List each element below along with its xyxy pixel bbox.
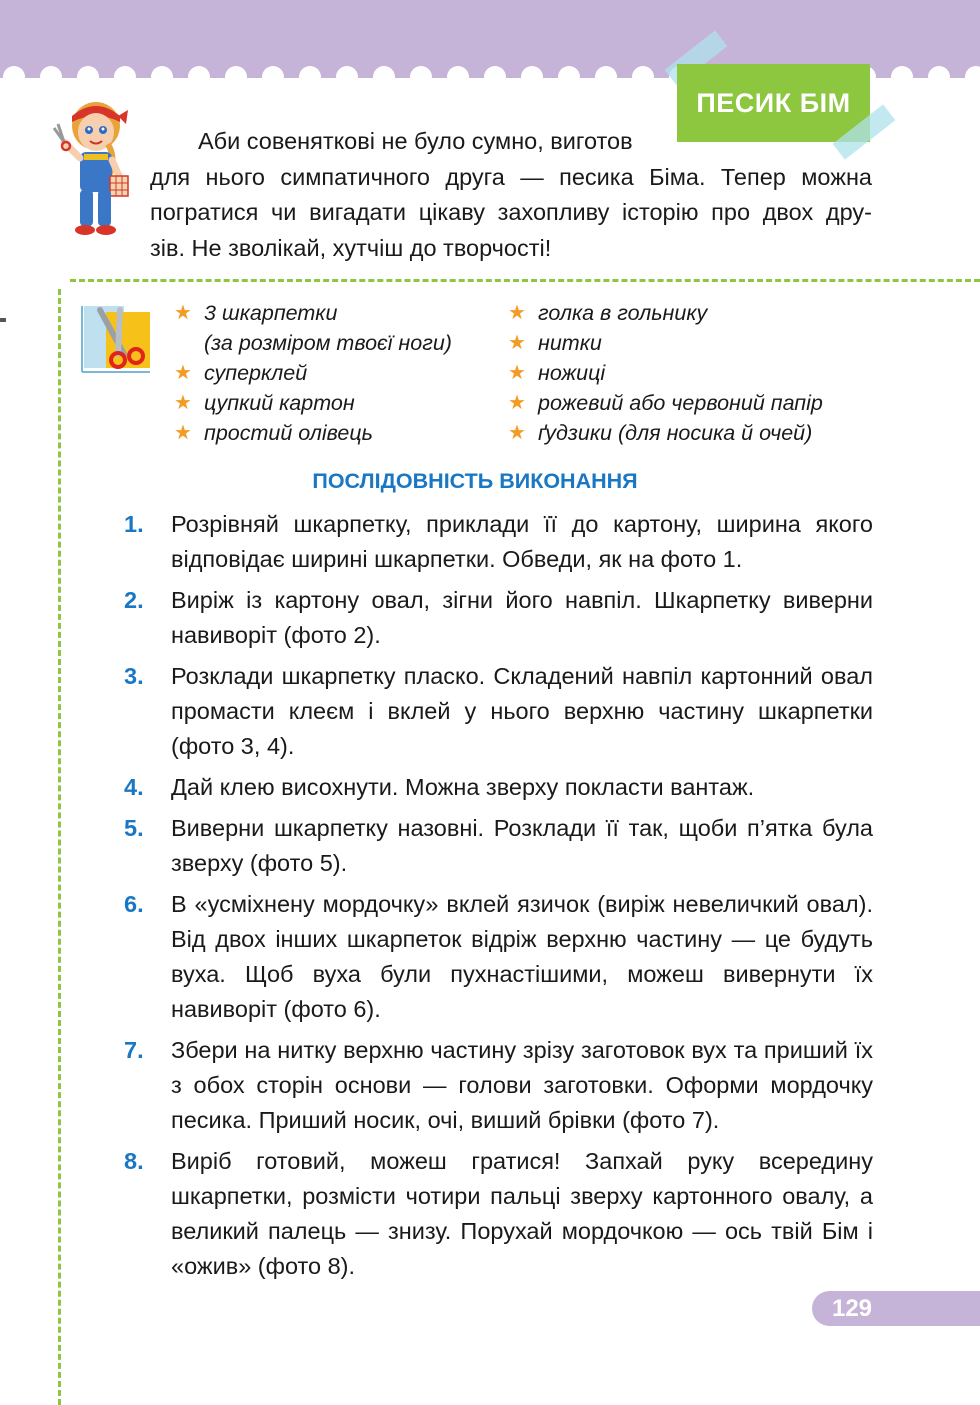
margin-mark [0, 318, 6, 322]
star-icon: ★ [508, 392, 526, 414]
step-text: Виріж із картону овал, зігни його навпіл. Шкарпетку виверни навиворіт (фото 2). [171, 587, 873, 648]
material-label: цупкий картон [204, 391, 355, 415]
scallop-dot [447, 66, 469, 88]
materials-list-right [508, 298, 823, 448]
list-item [508, 418, 823, 448]
scallop-dot [262, 66, 284, 88]
step-text: Збери на нитку верхню частину зрізу заготовок вух та приший їх з обох сторін основи — голови заготовки. Оформи мордочку песика. Приший носик, очі, виший брівки (фото 7). [171, 1037, 873, 1133]
star-icon: ★ [508, 422, 526, 444]
star-icon: ★ [508, 302, 526, 324]
materials-list-left [174, 298, 452, 448]
scallop-dot [595, 66, 617, 88]
scallop-dot [336, 66, 358, 88]
step-text: Дай клею висохнути. Можна зверху покласти вантаж. [171, 774, 755, 800]
step-item [120, 770, 873, 805]
scallop-dot [188, 66, 210, 88]
intro-line: зів. Не зволікай, хутчіш до творчості! [150, 234, 552, 261]
material-label: нитки [538, 331, 602, 355]
scallop-dot [484, 66, 506, 88]
list-item [174, 328, 452, 358]
scallop-dot [521, 66, 543, 88]
scallop-dot [373, 66, 395, 88]
scallop-dot [410, 66, 432, 88]
step-text: Розрівняй шкарпетку, приклади її до картону, ширина якого відповідає ширині шкарпетки. Обведи, як на фото 1. [171, 511, 873, 572]
step-text: Виверни шкарпетку назовні. Розклади її так, щоби п’ятка була зверху (фото 5). [171, 815, 873, 876]
step-text: Розклади шкарпетку пласко. Складений навпіл картонний овал промасти клеєм і вклей у нього верхню частину шкарпетки (фото 3, 4). [171, 663, 873, 759]
material-label: (за розміром твоєї ноги) [204, 331, 452, 355]
scallop-dot [299, 66, 321, 88]
scallop-dot [77, 66, 99, 88]
material-label: простий олівець [204, 421, 373, 445]
step-text: В «усміхнену мордочку» вклей язичок (виріж невеличкий овал). Від двох інших шкарпеток відріж верхню частину — це будуть вуха. Щоб вуха були пухнастішими, можеш вивернути їх навиворіт (фото 6). [171, 891, 873, 1022]
list-item [508, 328, 823, 358]
scallop-dot [3, 66, 25, 88]
star-icon: ★ [508, 332, 526, 354]
star-icon: ★ [174, 302, 192, 324]
step-item [120, 583, 873, 653]
material-label: ножиці [538, 361, 606, 385]
material-label: голка в гольнику [538, 301, 708, 325]
step-item [120, 811, 873, 881]
scallop-dot [632, 66, 654, 88]
star-icon: ★ [174, 362, 192, 384]
step-item [120, 659, 873, 764]
list-item [174, 358, 452, 388]
step-item [120, 1144, 873, 1284]
steps-list [120, 507, 873, 1290]
step-number: 2. [124, 587, 144, 613]
material-label: ґудзики (для носика й очей) [538, 421, 813, 445]
step-number: 6. [124, 891, 144, 917]
dashed-frame-left [58, 289, 61, 1405]
page-title: ПЕСИК БІМ [677, 64, 870, 142]
list-item [174, 388, 452, 418]
material-label: 3 шкарпетки [204, 301, 338, 325]
intro-text [150, 124, 872, 266]
scallop-dot [928, 66, 950, 88]
step-number: 8. [124, 1148, 144, 1174]
scallop-dot [114, 66, 136, 88]
star-icon: ★ [174, 422, 192, 444]
scallop-dot [558, 66, 580, 88]
step-number: 5. [124, 815, 144, 841]
step-item [120, 1033, 873, 1138]
step-number: 7. [124, 1037, 144, 1063]
list-item [508, 298, 823, 328]
scallop-dot [225, 66, 247, 88]
intro-line: погратися чи вигадати цікаву захопливу історію про двох дру- [150, 199, 872, 225]
step-number: 1. [124, 511, 144, 537]
step-number: 3. [124, 663, 144, 689]
step-text: Виріб готовий, можеш гратися! Запхай руку всередину шкарпетки, розмісти чотири пальці зверху картонного овалу, а великий палець — знизу. Порухай мордочкою — ось твій Бім і «ожив» (фото 8). [171, 1148, 873, 1279]
intro-line: для нього симпатичного друга — песика Біма. Тепер можна [150, 163, 872, 190]
dashed-frame-top [70, 279, 980, 282]
star-icon: ★ [508, 362, 526, 384]
scallop-dot [965, 66, 980, 88]
scallop-dot [891, 66, 913, 88]
page-number-label: 129 [831, 1295, 873, 1322]
intro-line: Аби совеняткові не було сумно, виготов [198, 128, 633, 154]
list-item [508, 388, 823, 418]
scallop-dot [40, 66, 62, 88]
step-item [120, 887, 873, 1027]
material-label: суперклей [204, 361, 308, 385]
list-item [174, 298, 452, 328]
material-label: рожевий або червоний папір [538, 391, 823, 415]
page-number [812, 1291, 980, 1326]
list-item [174, 418, 452, 448]
step-number: 4. [124, 774, 144, 800]
girl-with-scissors-icon [50, 96, 130, 238]
section-heading: ПОСЛІДОВНІСТЬ ВИКОНАННЯ [312, 469, 638, 493]
scallop-dot [151, 66, 173, 88]
scissors-paper-icon [80, 302, 154, 374]
step-item [120, 507, 873, 577]
star-icon: ★ [174, 392, 192, 414]
list-item [508, 358, 823, 388]
